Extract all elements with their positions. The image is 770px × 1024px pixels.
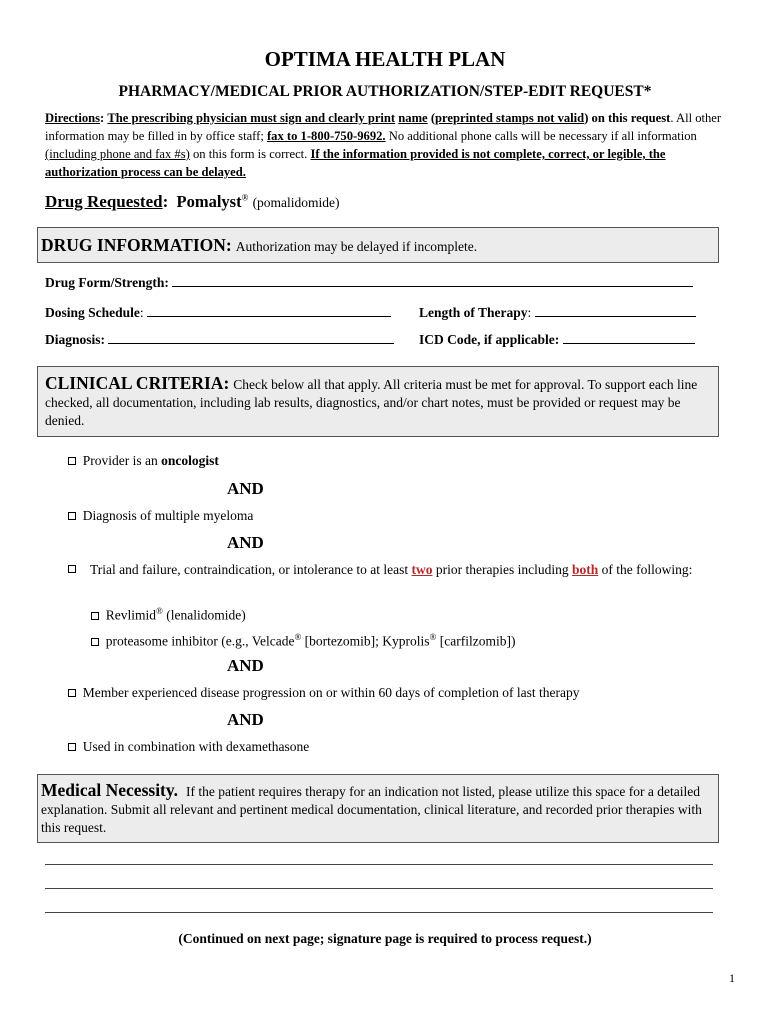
clinical-criteria-box: [37, 366, 719, 437]
page-number: 1: [729, 971, 735, 985]
diagnosis-row: Diagnosis:: [45, 331, 394, 348]
drug-name: Pomalyst: [176, 192, 242, 211]
length-of-therapy-row: Length of Therapy:: [419, 304, 696, 321]
dosing-schedule-field[interactable]: [147, 304, 391, 317]
checkbox-icon[interactable]: [91, 638, 99, 646]
checkbox-icon[interactable]: [68, 565, 76, 573]
directions-label: Directions:: [45, 111, 105, 125]
criterion-multiple-myeloma: Diagnosis of multiple myeloma: [68, 507, 718, 524]
sub-criterion-revlimid: Revlimid® (lenalidomide): [91, 603, 711, 624]
medical-necessity-heading: Medical Necessity.: [41, 780, 179, 800]
criterion-prior-therapies: Trial and failure, contraindication, or intolerance to at least two prior therapies including both of the following:: [68, 561, 718, 578]
checkbox-icon[interactable]: [68, 512, 76, 520]
clinical-criteria-text: Check below all that apply. All criteria must be met for approval. To support each line checked, all documentation, including lab results, diagnostics, and/or chart notes, must be provided or request may be denied.: [45, 377, 698, 428]
checkbox-icon[interactable]: [91, 612, 99, 620]
drug-form-strength-row: Drug Form/Strength:: [45, 274, 693, 291]
checkbox-icon[interactable]: [68, 457, 76, 465]
and-connector: AND: [227, 533, 264, 552]
explanation-line[interactable]: [45, 912, 713, 913]
drug-information-note: Authorization may be delayed if incomplete.: [235, 239, 478, 254]
emphasis-both: both: [571, 562, 599, 577]
form-subtitle: PHARMACY/MEDICAL PRIOR AUTHORIZATION/STEP-EDIT REQUEST*: [118, 83, 652, 100]
drug-requested: Drug Requested: Pomalyst® (pomalidomide): [45, 192, 340, 211]
explanation-line[interactable]: [45, 888, 713, 889]
length-of-therapy-field[interactable]: [535, 304, 696, 317]
explanation-line[interactable]: [45, 864, 713, 865]
checkbox-icon[interactable]: [68, 743, 76, 751]
directions-paragraph: Directions: The prescribing physician must sign and clearly print name (preprinted stamps not valid) on this request. All other information may be filled in by office staff; fax to 1-800-750-9692. No additional phone calls will be necessary if all information (including phone and fax #s) on this form is correct. If the information provided is not complete, correct, or legible, the authorization process can be delayed.: [45, 111, 722, 179]
and-connector: AND: [227, 710, 264, 729]
drug-generic: (pomalidomide): [252, 195, 340, 210]
sub-criterion-proteasome-inhibitor: proteasome inhibitor (e.g., Velcade® [bortezomib]; Kyprolis® [carfilzomib]): [91, 629, 711, 650]
form-title: OPTIMA HEALTH PLAN: [264, 47, 506, 71]
dosing-schedule-row: Dosing Schedule:: [45, 304, 391, 321]
criterion-dexamethasone: Used in combination with dexamethasone: [68, 738, 718, 755]
drug-information-heading: DRUG INFORMATION:: [41, 235, 232, 255]
and-connector: AND: [227, 479, 264, 498]
clinical-criteria-heading: CLINICAL CRITERIA:: [45, 373, 230, 393]
criterion-oncologist: Provider is an oncologist: [68, 452, 718, 469]
diagnosis-field[interactable]: [108, 331, 394, 344]
criterion-disease-progression: Member experienced disease progression on or within 60 days of completion of last therapy: [68, 684, 718, 701]
medical-necessity-box: [37, 774, 719, 843]
fax-number: fax to 1-800-750-9692.: [266, 129, 386, 143]
continued-note: (Continued on next page; signature page is required to process request.): [178, 931, 592, 946]
icd-code-row: ICD Code, if applicable:: [419, 331, 695, 348]
and-connector: AND: [227, 656, 264, 675]
emphasis-two: two: [411, 562, 433, 577]
medical-necessity-text: If the patient requires therapy for an indication not listed, please utilize this space for a detailed explanation. Submit all relevant and pertinent medical documentation, clinical literature, and recorded prior therapies with this request.: [41, 784, 702, 835]
drug-information-box: [37, 227, 719, 263]
icd-code-field[interactable]: [563, 331, 695, 344]
checkbox-icon[interactable]: [68, 689, 76, 697]
drug-form-strength-field[interactable]: [172, 274, 693, 287]
